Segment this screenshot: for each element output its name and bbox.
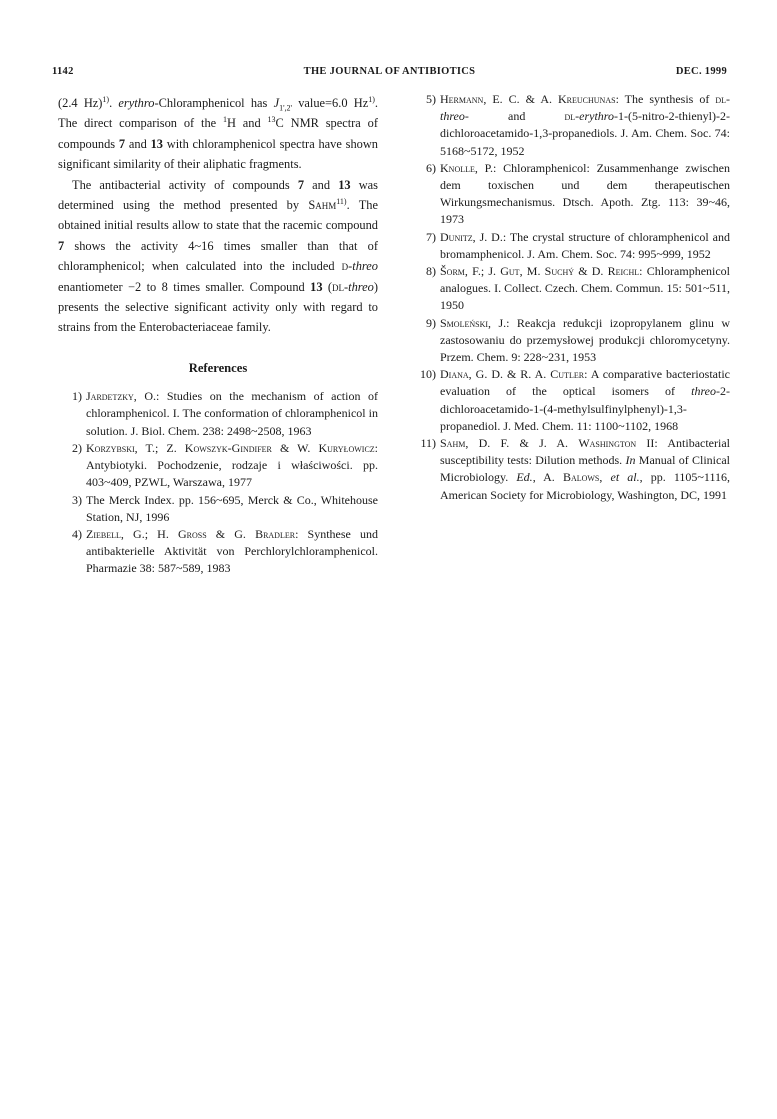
reference-9: 9) Smoleński, J.: Reakcja redukcji izopropylanem glinu w zastosowaniu do przemysłowej produkcji chloromycetyny. Przem. Chem. 9: 228~231, 1953 (426, 315, 730, 365)
running-header (52, 66, 727, 80)
reference-1: 1) Jardetzky, O.: Studies on the mechanism of action of chloramphenicol. I. The conformation of chloramphenicol in solution. J. Biol. Chem. 238: 2498~2508, 1963 (72, 389, 378, 438)
issue-date: DEC. 1999 (675, 66, 727, 77)
reference-6: 6) Knolle, P.: Chloramphenicol: Zusammenhange zwischen dem toxischen und dem therapeutischen Wirkungsmechanismus. Dtsch. Apoth. Ztg. 113: 39~46, 1973 (426, 160, 730, 227)
journal-title: THE JOURNAL OF ANTIBIOTICS (303, 66, 476, 77)
reference-8: 8) Šorm, F.; J. Gut, M. Suchý & D. Reichl: Chloramphenicol analogues. I. Collect. Czech. Chem. Commun. 15: 501~511, 1950 (426, 264, 731, 313)
reference-11: 11) Sahm, D. F. & J. A. Washington II: Antibacterial susceptibility tests: Dilution methods. In Manual of Clinical Microbiology. Ed., A. Balows, et al., pp. 1105~1116, American Society for Microbiology, Washington, DC, 1991 (420, 436, 731, 502)
page-number: 1142 (52, 66, 74, 77)
reference-4: 4) Ziebell, G.; H. Gross & G. Bradler: Synthese und antibakterielle Aktivität von Perchlorylchloramphenicol. Pharmazie 38: 587~589, 1983 (72, 526, 379, 576)
reference-7: 7) Dunitz, J. D.: The crystal structure of chloramphenicol and bromamphenicol. J. Am. Chem. Soc. 74: 995~999, 1952 (426, 229, 730, 261)
reference-10: 10) Diana, G. D. & R. A. Cutler: A comparative bacteriostatic evaluation of the optical isomers of threo-2-dichloroacetamido-1-(4-methylsulfinylphenyl)-1,3-propanediol. J. Med. Chem. 11: 1100~1102, 1968 (420, 367, 730, 433)
body-paragraph-2: The antibacterial activity of compounds 7 and 13 was determined using the method presented by Sahm$^{11)}$. The obtained initial results allow to state that the racemic compound 7 shows the activity 4~16 times smaller than that of chloramphenicol; when calculated into the included d-threo enantiometer −2 to 8 times smaller. Compound 13 (dl-threo) presents the selective significant activity only with regard to strains from the Enterobacteriaceae family. (58, 177, 378, 335)
reference-list-left (58, 388, 378, 577)
reference-5: 5) Hermann, E. C. & A. Kreuchunas: The synthesis of dl-threo- and dl-erythro-1-(5-nitro-2-thienyl)-2-dichloroacetamido-1,3-propanediols. J. Am. Chem. Soc. 74: 5168~5172, 1952 (426, 92, 730, 158)
left-column (58, 93, 378, 578)
reference-2: 2) Korzybski, T.; Z. Kowszyk-Gindifer & W. Kuryłowicz: Antybiotyki. Pochodzenie, rodzaje i właściwości. pp. 403~409, PZWL, Warszawa, 1977 (72, 440, 379, 490)
body-paragraph-1: (2.4 Hz)$^{1)}$. erythro-Chloramphenicol has $J_{1',2'}$ value=6.0 Hz$^{1)}$. The direct comparison of the $^1$H and $^{13}$C NMR spectra of compounds 7 and 13 with chloramphenicol spectra have shown significant similarity of their aliphatic fragments. (58, 94, 378, 172)
reference-3: 3) The Merck Index. pp. 156~695, Merck & Co., Whitehouse Station, NJ, 1996 (72, 492, 378, 524)
references-heading: References (188, 360, 248, 375)
right-column (412, 91, 730, 504)
